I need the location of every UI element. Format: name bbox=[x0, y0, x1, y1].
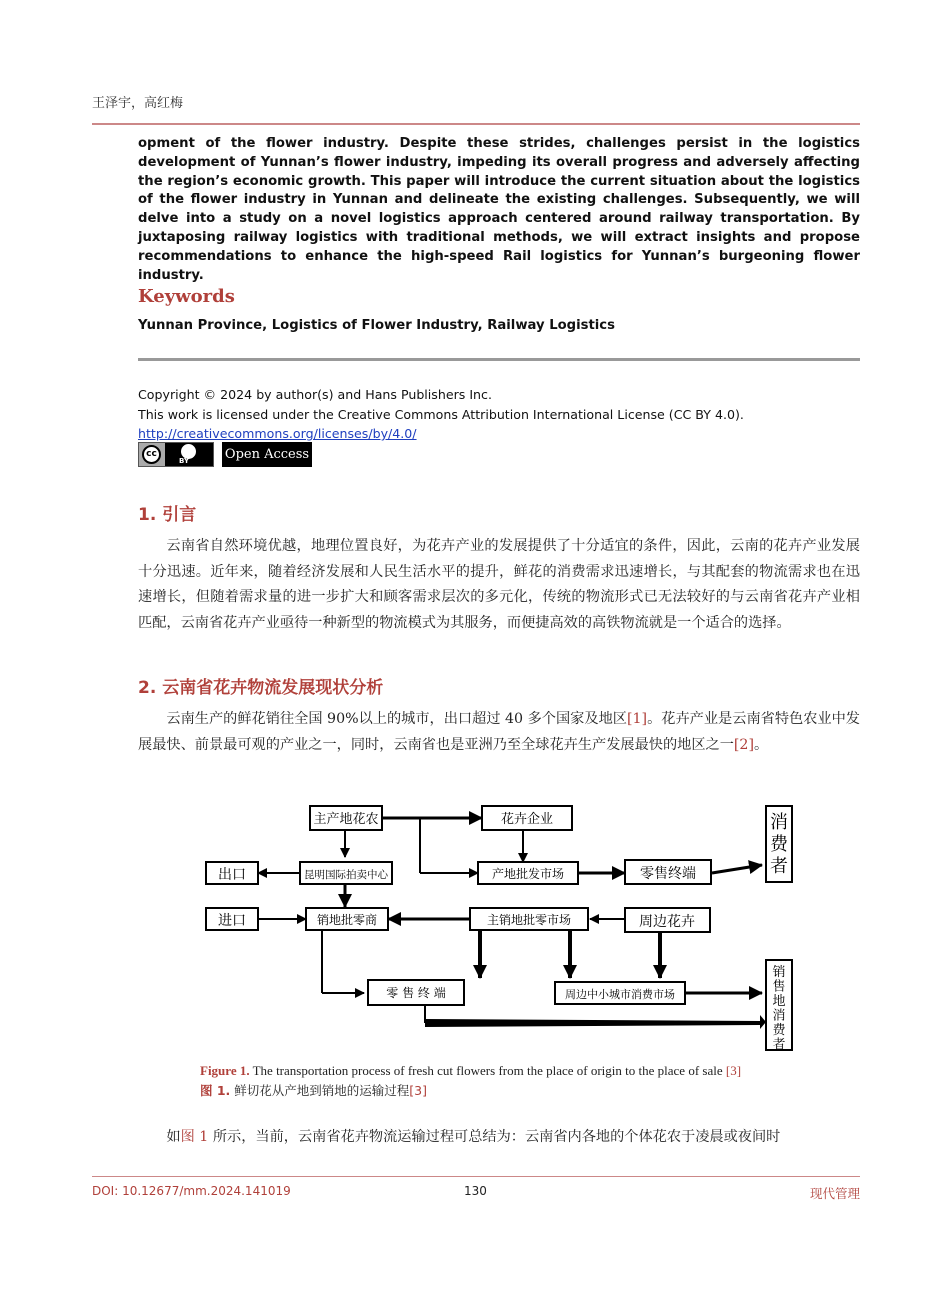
abstract-continuation: opment of the flower industry. Despite these strides, challenges persist in the logistics development of Yunnan’s flower industry, impeding its overall progress and adversely affecting the region’s economic growth. This paper will introduce the current situation about the logistics of the flower industry in Yunnan and delineate the existing challenges. Subsequently, we will delve into a study on a novel logistics approach centered around railway transportation. By juxtaposing railway logistics with traditional methods, we will extract insights and propose recommendations to enhance the high-speed Rail logistics for Yunnan’s burgeoning flower industry. bbox=[138, 136, 860, 283]
by-label: BY bbox=[179, 457, 190, 465]
caption-text: 鲜切花从产地到销地的运输过程 bbox=[230, 1083, 410, 1098]
vertical-label: 消费者 bbox=[770, 812, 788, 877]
reference-link[interactable]: [2] bbox=[733, 736, 754, 753]
node-auction: 昆明国际拍卖中心 bbox=[304, 869, 388, 881]
node-nearby-flowers: 周边花卉 bbox=[639, 914, 695, 930]
footer-doi: DOI: 10.12677/mm.2024.141019 bbox=[92, 1184, 291, 1198]
node-import: 进口 bbox=[218, 913, 246, 929]
para-text: 所示，当前，云南省花卉物流运输过程可总结为：云南省内各地的个体花农于凌晨或夜间时 bbox=[208, 1129, 781, 1145]
node-sales-wholesaler: 销地批零商 bbox=[316, 913, 378, 927]
figure-caption-en bbox=[200, 1063, 741, 1079]
footer-page-number: 130 bbox=[464, 1184, 487, 1198]
copyright-block bbox=[138, 385, 744, 444]
para-text: 。花卉产业是云南省特色农业中发展最快、前景最可观的产业之一，同时，云南省也是亚洲乃至全球花卉生产发展最快的地区之一 bbox=[138, 711, 860, 753]
caption-label: 图 1. bbox=[200, 1083, 231, 1098]
node-retail-bottom: 零 售 终 端 bbox=[386, 986, 446, 1000]
keywords-text: Yunnan Province, Logistics of Flower Industry, Railway Logistics bbox=[138, 318, 615, 333]
reference-link[interactable]: [3] bbox=[409, 1083, 428, 1098]
node-farmers: 主产地花农 bbox=[313, 812, 379, 827]
keywords-heading: Keywords bbox=[138, 286, 235, 307]
section-2-heading: 2. 云南省花卉物流发展现状分析 bbox=[138, 678, 384, 698]
reference-link[interactable]: [1] bbox=[626, 711, 648, 727]
vertical-label: 销售地消费者 bbox=[772, 965, 786, 1053]
node-enterprise: 花卉企业 bbox=[500, 812, 554, 827]
section-2-paragraph-2 bbox=[138, 1125, 860, 1151]
para-text: 如 bbox=[166, 1129, 181, 1145]
cc-icon: cc bbox=[142, 445, 161, 464]
open-access-badge[interactable]: Open Access bbox=[222, 442, 312, 467]
node-consumer-top bbox=[770, 812, 789, 877]
section-2-paragraph bbox=[138, 707, 860, 758]
thick-arrow-to-consumer bbox=[425, 1015, 766, 1029]
node-small-city: 周边中小城市消费市场 bbox=[565, 988, 675, 1001]
figure-1-flowchart bbox=[200, 800, 800, 1055]
para-text: 。 bbox=[754, 736, 769, 753]
by-icon bbox=[165, 443, 213, 466]
node-retail-terminal: 零售终端 bbox=[640, 866, 696, 882]
footer-divider bbox=[92, 1176, 860, 1177]
reference-link[interactable]: [3] bbox=[725, 1063, 742, 1078]
footer-journal: 现代管理 bbox=[809, 1186, 860, 1201]
cc-by-badge[interactable] bbox=[138, 442, 214, 467]
node-consumer-bottom bbox=[772, 964, 786, 1053]
license-line: This work is licensed under the Creative Commons Attribution International License (CC BY 4.0). bbox=[138, 406, 744, 422]
node-origin-wholesale: 产地批发市场 bbox=[491, 867, 565, 881]
figure-caption-zh bbox=[200, 1081, 427, 1099]
node-export: 出口 bbox=[218, 867, 246, 883]
license-link[interactable]: http://creativecommons.org/licenses/by/4.0/ bbox=[138, 426, 417, 441]
figure-reference-link[interactable]: 图 1 bbox=[180, 1129, 209, 1145]
caption-text: The transportation process of fresh cut flowers from the place of origin to the place of sale bbox=[249, 1063, 726, 1078]
para-text: 云南生产的鲜花销往全国 90%以上的城市，出口超过 40 多个国家及地区 bbox=[166, 711, 627, 727]
copyright-line: Copyright © 2024 by author(s) and Hans Publishers Inc. bbox=[138, 387, 492, 402]
header-authors: 王泽宇，高红梅 bbox=[92, 96, 184, 111]
section-1-paragraph: 云南省自然环境优越，地理位置良好，为花卉产业的发展提供了十分适宜的条件，因此，云南的花卉产业发展十分迅速。近年来，随着经济发展和人民生活水平的提升，鲜花的消费需求迅速增长，与其配套的物流需求也在迅速增长，但随着需求量的进一步扩大和顾客需求层次的多元化，传统的物流形式已无法较好的与云南省花卉产业相匹配，云南省花卉产业亟待一种新型的物流模式为其服务，而便捷高效的高铁物流就是一个适合的选择。 bbox=[138, 538, 860, 631]
section-1-heading: 1. 引言 bbox=[138, 505, 197, 525]
caption-label: Figure 1. bbox=[200, 1063, 250, 1078]
header-divider bbox=[92, 123, 860, 125]
node-main-market: 主销地批零市场 bbox=[486, 913, 572, 927]
section-divider bbox=[138, 358, 860, 361]
